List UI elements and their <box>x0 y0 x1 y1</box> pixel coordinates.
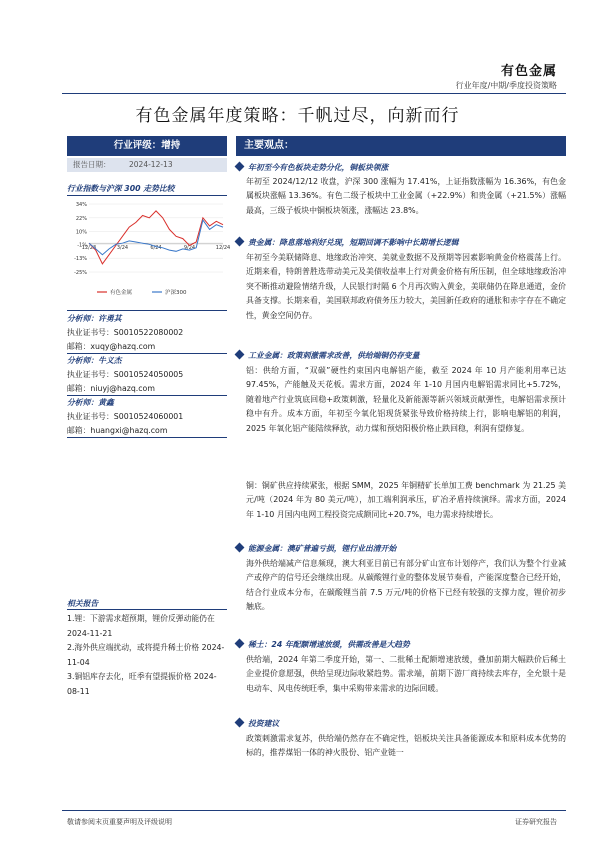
related-report[interactable]: 2.海外供应端扰动，或将提升稀土价格 2024-11-04 <box>67 643 225 667</box>
y-tick-label: 34% <box>75 202 87 208</box>
brand-title: 有色金属 <box>500 64 557 79</box>
section-heading: 贵金属：降息落地利好兑现，短期回调不影响中长期增长逻辑 <box>236 237 459 248</box>
related-reports-title: 相关报告 <box>67 599 99 608</box>
x-tick-label: 6/24 <box>150 245 162 252</box>
analyst-divider <box>67 437 227 438</box>
section-body: 铜：铜矿供应持续紧张，根据 SMM，2025 年铜精矿长单加工费 benchmark 为 21.25 美元/吨（2024 年为 80 美元/吨），加工端利润承压，矿冶矛盾持续演绎。需求方面，2024 年 1-10 月国内电网工程投资完成额同比+20.7%，电力需求持续增长。 <box>246 481 566 519</box>
chart-divider <box>67 195 227 196</box>
diamond-bullet-icon <box>235 350 245 360</box>
analyst-email: 邮箱：huangxi@hazq.com <box>67 426 168 435</box>
analyst-name: 分析师：黄鑫 <box>67 398 114 407</box>
section-body: 铝：供给方面，“双碳”硬性约束国内电解铝产能，截至 2024 年 10 月产能利用率已达 97.45%，产能触及天花板。需求方面，2024 年 1-10 月国内电解铝需求同比+5.72%，随着地产行业筑底回稳+政策刺激，轻量化及新能源等新兴领域贡献弹性，电解铝需求预计稳中有升。成本方面，年初至今氧化铝现货紧张导致价格持续上行，影响电解铝的利润，2025 年氧化铝产能陆续释放，动力煤和预焙阳极价格止跌回稳，利润有望修复。 <box>246 366 566 433</box>
y-tick-label: -25% <box>74 270 87 276</box>
diamond-bullet-icon <box>235 543 245 553</box>
section-body: 政策刺激需求复苏，供给端仍然存在不确定性，铝板块关注具备能源成本和原料成本优势的标的，推荐煤铝一体的神火股份、铝产业链一 <box>246 734 566 758</box>
index-comparison-chart <box>67 200 231 306</box>
diamond-bullet-icon <box>235 237 245 247</box>
legend-label: 有色金属 <box>110 290 133 296</box>
footer-disclaimer[interactable]: 敬请参阅末页重要声明及评级说明 <box>67 818 172 826</box>
analyst-divider <box>67 353 227 354</box>
analyst-cert: 执业证书号：S0010522080002 <box>67 328 184 337</box>
x-tick-label: 3/24 <box>116 245 129 252</box>
report-type: 行业年度/中期/季度投资策略 <box>455 81 557 90</box>
x-tick-label: 9/24 <box>183 245 196 252</box>
x-tick-label: 12/23 <box>81 245 97 252</box>
related-report[interactable]: 1.锂：下游需求超预期，锂价反弹动能仍在 2024-11-21 <box>67 614 215 638</box>
y-tick-label: 22% <box>75 215 87 222</box>
diamond-bullet-icon <box>235 718 245 728</box>
analyst-name: 分析师：牛义杰 <box>67 356 122 365</box>
footer-label: 证券研究报告 <box>515 818 557 826</box>
analyst-cert: 执业证书号：S0010524050005 <box>67 370 184 379</box>
section-heading: 工业金属：政策刺激需求改善，供给端铜仍存变量 <box>236 350 420 361</box>
series-line <box>89 211 223 264</box>
analyst-divider <box>67 395 227 396</box>
key-points-header: 主要观点： <box>236 136 566 156</box>
diamond-bullet-icon <box>235 639 245 649</box>
section-heading: 年初至今有色板块走势分化，铜板块领涨 <box>236 162 388 173</box>
section-body: 年初至 2024/12/12 收盘，沪深 300 涨幅为 17.41%，上证指数涨幅为 16.36%，有色金属板块涨幅 13.36%。有色二级子板块中工业金属（+22.9%）和贵金属（+21.5%）涨幅最高，三级子板块中铜板块领涨，涨幅达 23.8%。 <box>246 177 566 215</box>
section-body: 年初至今美联储降息、地缘政治冲突、美就业数据不及预期等因素影响黄金价格震荡上行。近期来看，特朗普胜选带动美元及美债收益率上行对黄金价格有所压制，但全球地缘政治冲突不断推动避险情绪升级，人民银行时隔 6 个月再次购入黄金，美联储仍在降息通道，金价具备支撑。长期来看，美国联邦政府债务压力较大，美国新任政府的通胀和赤字存在不确定性，黄金空间仍存。 <box>246 253 566 320</box>
section-heading: 稀土：24 年配额增速放缓，供需改善是大趋势 <box>236 639 410 650</box>
y-tick-label: -1% <box>77 242 87 249</box>
analyst-name: 分析师：许勇其 <box>67 314 122 323</box>
footer-divider <box>62 810 566 811</box>
page-title: 有色金属年度策略：千帆过尽，向新而行 <box>135 106 460 126</box>
x-tick-label: 12/24 <box>215 245 231 252</box>
related-report[interactable]: 3.铜铝库存去化，旺季有望提振价格 2024-08-11 <box>67 672 217 696</box>
report-date-label: 报告日期： <box>73 160 111 169</box>
y-tick-label: 10% <box>75 229 87 236</box>
y-tick-label: -13% <box>74 256 87 263</box>
report-date: 2024-12-13 <box>129 160 173 169</box>
related-divider <box>67 609 227 610</box>
analyst-email: 邮箱：niuyj@hazq.com <box>67 384 155 393</box>
section-body: 供给端，2024 年第二季度开始，第一、二批稀土配额增速放缓，叠加前期大幅跌价后稀土企业提价意愿强，供给呈现边际收紧趋势。需求端，前期下游厂商持续去库存，全允银十是电动车、风电传统旺季，集中采购带来需求的边际回暖。 <box>246 655 566 693</box>
section-heading: 能源金属：澳矿普遍亏损，锂行业出清开始 <box>236 543 396 554</box>
analyst-email: 邮箱：xuqy@hazq.com <box>67 342 156 351</box>
legend-label: 沪深300 <box>165 290 187 296</box>
section-heading: 投资建议 <box>236 718 279 729</box>
analyst-cert: 执业证书号：S0010524060001 <box>67 412 184 421</box>
industry-rating: 行业评级：增持 <box>67 136 227 156</box>
diamond-bullet-icon <box>235 162 245 172</box>
header-divider <box>62 93 566 94</box>
analyst-divider <box>67 310 227 311</box>
chart-title: 行业指数与沪深 300 走势比较 <box>67 184 175 193</box>
report-date-row <box>67 158 227 172</box>
section-body: 海外供给端减产信息频现，澳大利亚目前已有部分矿山宣布计划停产，我们认为整个行业减产或停产的信号还会继续出现。从碳酸锂行业的整体发展节奏看，产能深度整合已经开始，结合行业成本分布，在碳酸锂当前 7.5 万元/吨的价格下已经有较强的支撑力度，锂价初步触底。 <box>246 559 566 612</box>
